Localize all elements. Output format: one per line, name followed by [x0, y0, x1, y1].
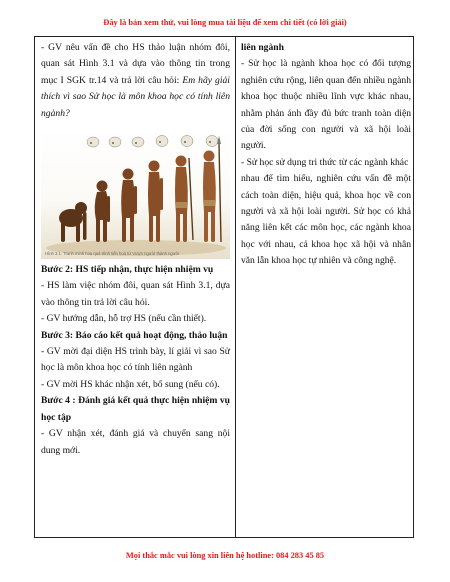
step3-line: - GV mời đại diện HS trình bày, lí giải vì sao Sử học là môn khoa học có tính liên ngành — [41, 346, 230, 374]
step3-title: Bước 3: Báo cáo kết quả hoạt động, thảo luận — [41, 329, 228, 341]
step2-line: - HS làm việc nhóm đôi, quan sát Hình 3.1, dựa vào thông tin trả lời câu hỏi. — [41, 280, 230, 308]
preview-banner: Đây là bản xem thử, vui lòng mua tài liệu để xem chi tiết (có lời giải) — [103, 18, 347, 27]
figure-caption: Hình 3.1. Tranh minh hoạ quá trình tiến hoá từ Vượn người thành người — [45, 251, 180, 257]
right-paragraph-2b: nhau để tìm hiểu, nghiên cứu vấn đề một cách toàn diện, hiệu quả, khoa học về con người và xã hội loài người. Sử học có khả năng liên kết các môn học, các ngành khoa học với nhau, cả khoa học xã hội và nhân văn lẫn khoa học tự nhiên và công nghệ. — [241, 173, 411, 267]
intro-paragraph — [41, 40, 230, 122]
right-paragraph-2a: - Sử học sử dụng tri thức từ các ngành khác — [241, 156, 409, 168]
intro-text: - GV nêu vấn đề cho HS thảo luận nhóm đôi, quan sát Hình 3.1 và dựa vào thông tin trong mục I SGK tr.14 và trả lời câu hỏi: — [41, 42, 230, 86]
step3-line: - GV mời HS khác nhận xét, bổ sung (nếu có). — [41, 378, 220, 390]
intro-question: Em hãy giải thích vì sao Sử học là môn khoa học có tính liên ngành? — [41, 74, 230, 119]
step4-title: Bước 4 : Đánh giá kết quả thực hiện nhiệm vụ học tập — [41, 395, 230, 423]
hotline-banner: Mọi thắc mắc vui lòng xin liên hệ hotline: 084 283 45 85 — [125, 551, 325, 560]
evolution-figure — [41, 128, 230, 259]
evolution-illustration — [41, 128, 230, 259]
step2-line: - GV hướng dẫn, hỗ trợ HS (nếu cần thiết). — [41, 313, 207, 325]
column-divider — [235, 36, 236, 538]
step2-title: Bước 2: HS tiếp nhận, thực hiện nhiệm vụ — [41, 264, 214, 276]
step4-line: - GV nhận xét, đánh giá và chuyển sang nội dung mới. — [41, 428, 230, 456]
right-column — [241, 40, 411, 270]
right-heading: liên ngành — [241, 42, 284, 53]
right-paragraph-1: - Sử học là ngành khoa học có đối tượng nghiên cứu rộng, liên quan đến nhiều ngành khoa học thuộc nhiều lĩnh vực khác nhau, nhằm phản ánh đầy đủ bức tranh toàn diện của đời sống con người và xã hội loài người. — [241, 58, 411, 152]
left-column — [41, 40, 230, 459]
